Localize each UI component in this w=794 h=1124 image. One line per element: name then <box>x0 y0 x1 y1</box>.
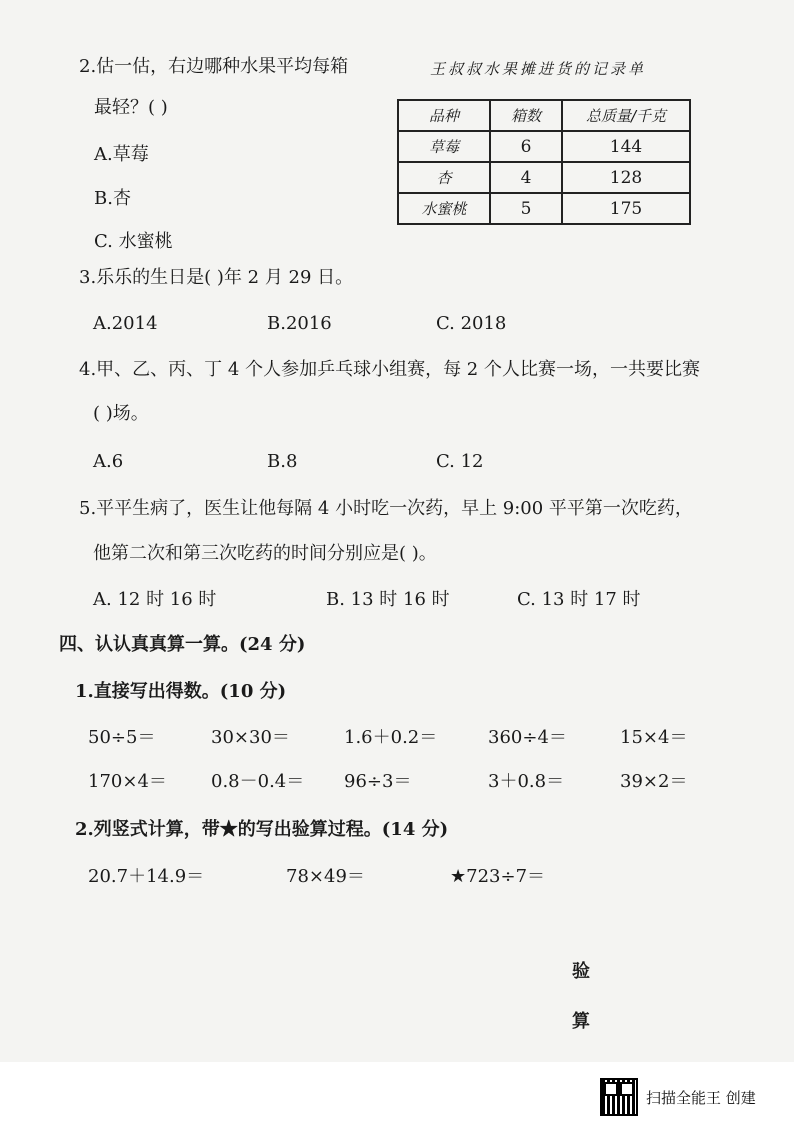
q2-line2: 最轻？( ) <box>94 97 168 118</box>
q4-option-b: B.8 <box>267 451 298 472</box>
table-cell: 水蜜桃 <box>398 193 490 224</box>
table-header-cell: 总质量/千克 <box>562 100 690 131</box>
table-cell: 175 <box>562 193 690 224</box>
mental-math-item: 96÷3＝ <box>344 771 412 792</box>
mental-math-item: 3＋0.8＝ <box>488 771 565 792</box>
check-label-2: 算 <box>572 1011 590 1032</box>
table-cell: 杏 <box>398 162 490 193</box>
fruit-record-table <box>397 99 691 225</box>
q2-option-a: A.草莓 <box>94 144 149 165</box>
table-cell: 5 <box>490 193 562 224</box>
section-heading: 四、认认真真算一算。(24 分) <box>59 634 306 655</box>
table-cell: 128 <box>562 162 690 193</box>
q4-option-c: C. 12 <box>436 451 484 472</box>
q5-line1: 5.平平生病了，医生让他每隔 4 小时吃一次药，早上 9:00 平平第一次吃药， <box>79 498 693 519</box>
table-header-cell: 箱数 <box>490 100 562 131</box>
table-cell: 草莓 <box>398 131 490 162</box>
table-header-row <box>398 100 690 131</box>
q3-option-c: C. 2018 <box>436 313 507 334</box>
q3-option-a: A.2014 <box>93 313 158 334</box>
qr-code-icon <box>600 1078 638 1116</box>
q4-line1: 4.甲、乙、丙、丁 4 个人参加乒乓球小组赛，每 2 个人比赛一场，一共要比赛 <box>79 359 700 380</box>
scanner-watermark <box>600 1078 756 1116</box>
table-cell: 4 <box>490 162 562 193</box>
q5-option-c: C. 13 时 17 时 <box>517 589 641 610</box>
table-row <box>398 193 690 224</box>
record-title: 王叔叔水果摊进货的记录单 <box>430 60 647 78</box>
subsection-1-heading: 1.直接写出得数。(10 分) <box>75 681 287 702</box>
table-row <box>398 162 690 193</box>
q3-text: 3.乐乐的生日是( )年 2 月 29 日。 <box>79 267 354 288</box>
check-label-1: 验 <box>572 961 590 982</box>
mental-math-item: 0.8－0.4＝ <box>211 771 305 792</box>
q5-option-b: B. 13 时 16 时 <box>326 589 450 610</box>
vertical-calc-item: ★723÷7＝ <box>450 866 546 887</box>
mental-math-item: 39×2＝ <box>620 771 688 792</box>
vertical-calc-item: 20.7＋14.9＝ <box>88 866 205 887</box>
q4-line2: ( )场。 <box>93 403 149 424</box>
table-header-cell: 品种 <box>398 100 490 131</box>
mental-math-item: 170×4＝ <box>88 771 167 792</box>
table-cell: 6 <box>490 131 562 162</box>
mental-math-item: 360÷4＝ <box>488 727 567 748</box>
table-cell: 144 <box>562 131 690 162</box>
watermark-label: 扫描全能王 创建 <box>646 1088 756 1107</box>
q2-line1: 2.估一估，右边哪种水果平均每箱 <box>79 56 349 77</box>
q2-option-b: B.杏 <box>94 188 131 209</box>
mental-math-item: 50÷5＝ <box>88 727 156 748</box>
q5-option-a: A. 12 时 16 时 <box>93 589 217 610</box>
table-row <box>398 131 690 162</box>
q2-option-c: C. 水蜜桃 <box>94 231 173 252</box>
q3-option-b: B.2016 <box>267 313 332 334</box>
vertical-calc-item: 78×49＝ <box>286 866 365 887</box>
mental-math-item: 15×4＝ <box>620 727 688 748</box>
mental-math-item: 30×30＝ <box>211 727 290 748</box>
q5-line2: 他第二次和第三次吃药的时间分别应是( )。 <box>93 543 437 564</box>
subsection-2-heading: 2.列竖式计算，带★的写出验算过程。(14 分) <box>75 819 449 840</box>
mental-math-item: 1.6＋0.2＝ <box>344 727 438 748</box>
q4-option-a: A.6 <box>93 451 124 472</box>
